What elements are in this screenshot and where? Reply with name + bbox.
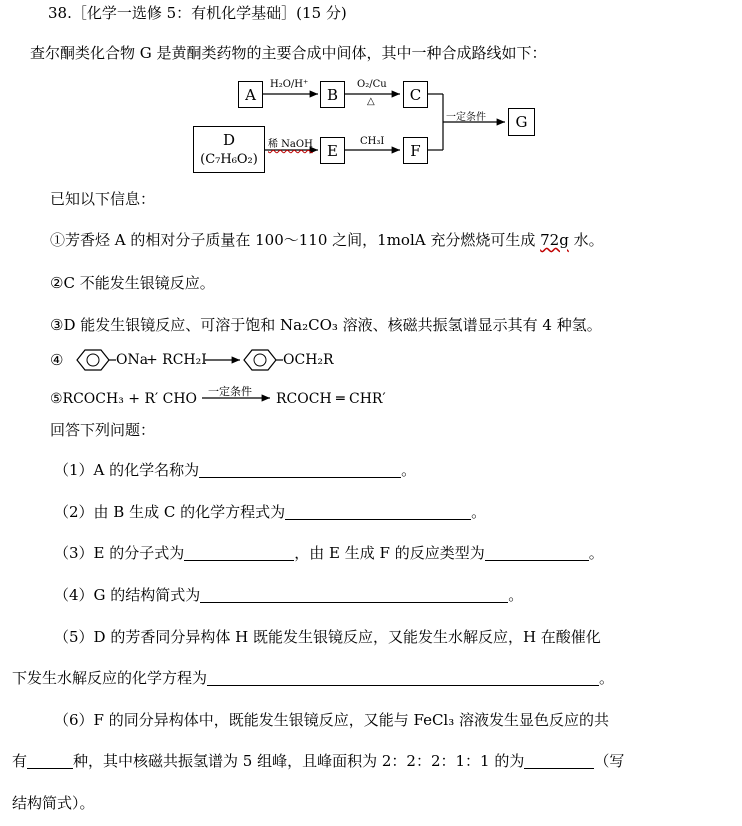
question-4 — [54, 585, 523, 605]
answer-blank-3a[interactable] — [184, 544, 294, 561]
condition-to-g: 一定条件 — [446, 112, 486, 123]
question-6-text-c: （写 — [594, 752, 625, 770]
info-4-reactant: ONa — [116, 352, 149, 368]
answer-blank-5[interactable] — [207, 669, 599, 686]
info-3: ③D 能发生银镜反应、可溶于饱和 Na₂CO₃ 溶液、核磁共振氢谱显示其有 4 种氢。 — [50, 316, 602, 334]
answer-blank-3b[interactable] — [485, 544, 589, 561]
question-5-line-1: （5）D 的芳香同分异构体 H 既能发生银镜反应，又能发生水解反应，H 在酸催化 — [54, 628, 601, 646]
info-5-arrow — [0, 0, 742, 410]
question-6-text-b: 种，其中核磁共振氢谱为 5 组峰，且峰面积为 2：2：2：1：1 的为 — [73, 752, 525, 770]
question-4-end: 。 — [508, 586, 524, 604]
question-2-text: （2）由 B 生成 C 的化学方程式为 — [54, 503, 286, 521]
question-3-text-b: ，由 E 生成 F 的反应类型为 — [294, 544, 485, 562]
compound-c-label: C — [409, 85, 422, 104]
condition-b-to-c-heat: △ — [367, 96, 375, 107]
question-1-end: 。 — [401, 461, 417, 479]
question-3 — [54, 543, 604, 563]
question-header: 38.［化学一选修 5：有机化学基础］(15 分) — [48, 4, 347, 22]
question-6-text-a: 有 — [12, 752, 28, 770]
condition-e-to-f: CH₃I — [360, 136, 385, 147]
info-4-reagent: + RCH₂I — [146, 352, 207, 368]
question-5-end: 。 — [599, 669, 615, 687]
answer-blank-6a[interactable] — [27, 752, 73, 769]
compound-a-label: A — [245, 85, 256, 104]
info-1-text-c: 水。 — [568, 231, 604, 249]
info-5-right: RCOCH ═ CHR′ — [276, 391, 386, 407]
answer-blank-1[interactable] — [199, 461, 401, 478]
question-6-line-2 — [12, 751, 624, 771]
info-1-mass: 72g — [540, 231, 569, 249]
question-5-line-2 — [12, 668, 614, 688]
info-5-left: ⑤RCOCH₃ + R′ CHO — [50, 391, 198, 407]
compound-b-label: B — [326, 85, 339, 104]
questions-title: 回答下列问题： — [50, 421, 156, 439]
question-5-text: 下发生水解反应的化学方程为 — [12, 669, 208, 687]
question-3-end: 。 — [588, 544, 604, 562]
compound-d-formula: (C₇H₆O₂) — [200, 151, 258, 167]
compound-e-label: E — [327, 141, 338, 160]
question-1 — [54, 460, 416, 480]
intro-text: 查尔酮类化合物 G 是黄酮类药物的主要合成中间体，其中一种合成路线如下： — [30, 44, 547, 62]
info-4-number: ④ — [50, 351, 64, 369]
question-4-text: （4）G 的结构简式为 — [54, 586, 201, 604]
answer-blank-4[interactable] — [200, 586, 508, 603]
compound-g-label: G — [515, 113, 528, 131]
condition-b-to-c: O₂/Cu — [357, 79, 387, 90]
info-5-condition: 一定条件 — [208, 385, 252, 398]
info-4-product: OCH₂R — [283, 352, 334, 368]
condition-a-to-b: H₂O/H⁺ — [270, 79, 309, 90]
condition-d-to-e: 稀 NaOH — [268, 139, 313, 150]
question-3-text-a: （3）E 的分子式为 — [54, 544, 185, 562]
known-info-title: 已知以下信息： — [50, 190, 156, 208]
compound-f-label: F — [410, 141, 421, 160]
answer-blank-2[interactable] — [285, 503, 471, 520]
info-1-text-a: ①芳香烃 A 的相对分子质量在 100～110 之间，1molA 充分燃烧可生成 — [50, 231, 541, 249]
question-6-line-1: （6）F 的同分异构体中，既能发生银镜反应，又能与 FeCl₃ 溶液发生显色反应的共 — [54, 711, 610, 729]
question-1-text: （1）A 的化学名称为 — [54, 461, 200, 479]
question-2-end: 。 — [471, 503, 487, 521]
info-2: ②C 不能发生银镜反应。 — [50, 274, 215, 292]
question-2 — [54, 502, 486, 522]
answer-blank-6b[interactable] — [524, 752, 594, 769]
compound-d-label: D — [222, 130, 236, 149]
question-6-line-3: 结构简式）。 — [12, 794, 95, 812]
